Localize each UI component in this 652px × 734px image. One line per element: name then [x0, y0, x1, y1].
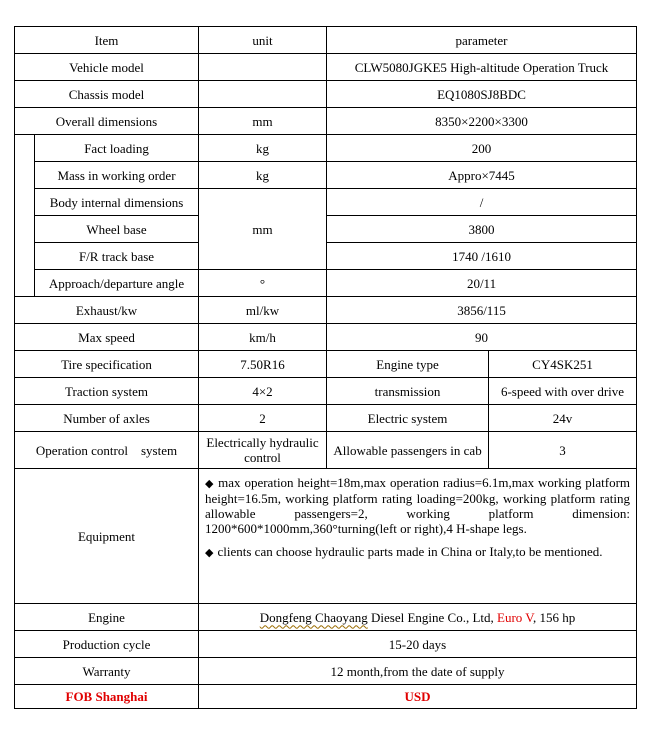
row-label: Engine — [15, 604, 199, 631]
row-label: Vehicle model — [15, 54, 199, 81]
table-row — [15, 378, 637, 405]
currency-value: USD — [199, 685, 637, 709]
row-value: EQ1080SJ8BDC — [327, 81, 637, 108]
row-label: Fact loading — [35, 135, 199, 162]
table-row — [15, 631, 637, 658]
row-unit: 4×2 — [199, 378, 327, 405]
row-label: Tire specification — [15, 351, 199, 378]
table-row — [15, 685, 637, 709]
row-label: Equipment — [15, 469, 199, 604]
engine-value — [199, 604, 637, 631]
row-label: Approach/departure angle — [35, 270, 199, 297]
emission-standard: Euro V — [497, 609, 533, 625]
row-label: Wheel base — [35, 216, 199, 243]
row-unit: 7.50R16 — [199, 351, 327, 378]
row-value: 6-speed with over drive — [489, 378, 637, 405]
row-unit: kg — [199, 162, 327, 189]
row-label: Traction system — [15, 378, 199, 405]
engine-company: Diesel Engine Co., Ltd, — [367, 609, 497, 625]
row-value: 20/11 — [327, 270, 637, 297]
spec-sheet — [14, 26, 636, 709]
row-value: CY4SK251 — [489, 351, 637, 378]
row-value: 200 — [327, 135, 637, 162]
table-row — [15, 108, 637, 135]
equipment-row — [15, 469, 637, 604]
header-unit: unit — [199, 27, 327, 54]
bullet-text: clients can choose hydraulic parts made in China or Italy,to be mentioned. — [217, 544, 603, 559]
table-row — [15, 135, 637, 162]
row-value: CLW5080JGKE5 High-altitude Operation Truck — [327, 54, 637, 81]
row-value: 90 — [327, 324, 637, 351]
row-unit: mm — [199, 189, 327, 270]
row-unit — [199, 54, 327, 81]
row-unit: mm — [199, 108, 327, 135]
table-row — [15, 405, 637, 432]
equipment-bullet — [205, 544, 630, 560]
row-value: 24v — [489, 405, 637, 432]
row-value: 15-20 days — [199, 631, 637, 658]
row-unit: ml/kw — [199, 297, 327, 324]
row-label: Overall dimensions — [15, 108, 199, 135]
indent-spacer — [15, 135, 35, 297]
engine-maker: Dongfeng Chaoyang — [259, 609, 368, 625]
table-row — [15, 162, 637, 189]
engine-power: , 156 hp — [533, 609, 576, 625]
equipment-description — [199, 469, 637, 604]
row-value: 12 month,from the date of supply — [199, 658, 637, 685]
row-value: 3800 — [327, 216, 637, 243]
row-label-secondary: Engine type — [327, 351, 489, 378]
spec-table — [14, 26, 637, 709]
table-row — [15, 324, 637, 351]
row-value: 3856/115 — [327, 297, 637, 324]
table-row — [15, 604, 637, 631]
row-label: Mass in working order — [35, 162, 199, 189]
table-row — [15, 351, 637, 378]
bullet-text: max operation height=18m,max operation radius=6.1m,max working platform height=16.5m, working platform rating loading=200kg, working platform rating allowable passengers=2, working platform dimension: 1200*600*1000mm,360°turning(left or right),4 H-shape legs. — [205, 475, 631, 536]
diamond-bullet-icon: ◆ — [205, 546, 214, 559]
diamond-bullet-icon: ◆ — [205, 477, 215, 490]
table-row — [15, 189, 637, 216]
row-label: Body internal dimensions — [35, 189, 199, 216]
header-row — [15, 27, 637, 54]
table-row — [15, 297, 637, 324]
table-row — [15, 432, 637, 469]
row-unit: km/h — [199, 324, 327, 351]
row-value: 1740 /1610 — [327, 243, 637, 270]
row-unit: Electrically hydraulic control — [199, 432, 327, 469]
row-label: Max speed — [15, 324, 199, 351]
table-row — [15, 54, 637, 81]
row-unit: ° — [199, 270, 327, 297]
row-label-secondary: Allowable passengers in cab — [327, 432, 489, 469]
table-row — [15, 81, 637, 108]
row-label-secondary: Electric system — [327, 405, 489, 432]
row-label: Number of axles — [15, 405, 199, 432]
row-unit — [199, 81, 327, 108]
table-row — [15, 270, 637, 297]
row-label: Production cycle — [15, 631, 199, 658]
row-unit: kg — [199, 135, 327, 162]
row-label: Exhaust/kw — [15, 297, 199, 324]
row-value: Appro×7445 — [327, 162, 637, 189]
row-value: 3 — [489, 432, 637, 469]
row-label: Chassis model — [15, 81, 199, 108]
row-label: Warranty — [15, 658, 199, 685]
header-item: Item — [15, 27, 199, 54]
fob-label: FOB Shanghai — [15, 685, 199, 709]
row-label-secondary: transmission — [327, 378, 489, 405]
table-row — [15, 658, 637, 685]
row-value: 8350×2200×3300 — [327, 108, 637, 135]
row-value: / — [327, 189, 637, 216]
row-label: F/R track base — [35, 243, 199, 270]
equipment-bullet — [205, 475, 630, 536]
row-unit: 2 — [199, 405, 327, 432]
row-label: Operation control system — [15, 432, 199, 469]
header-parameter: parameter — [327, 27, 637, 54]
